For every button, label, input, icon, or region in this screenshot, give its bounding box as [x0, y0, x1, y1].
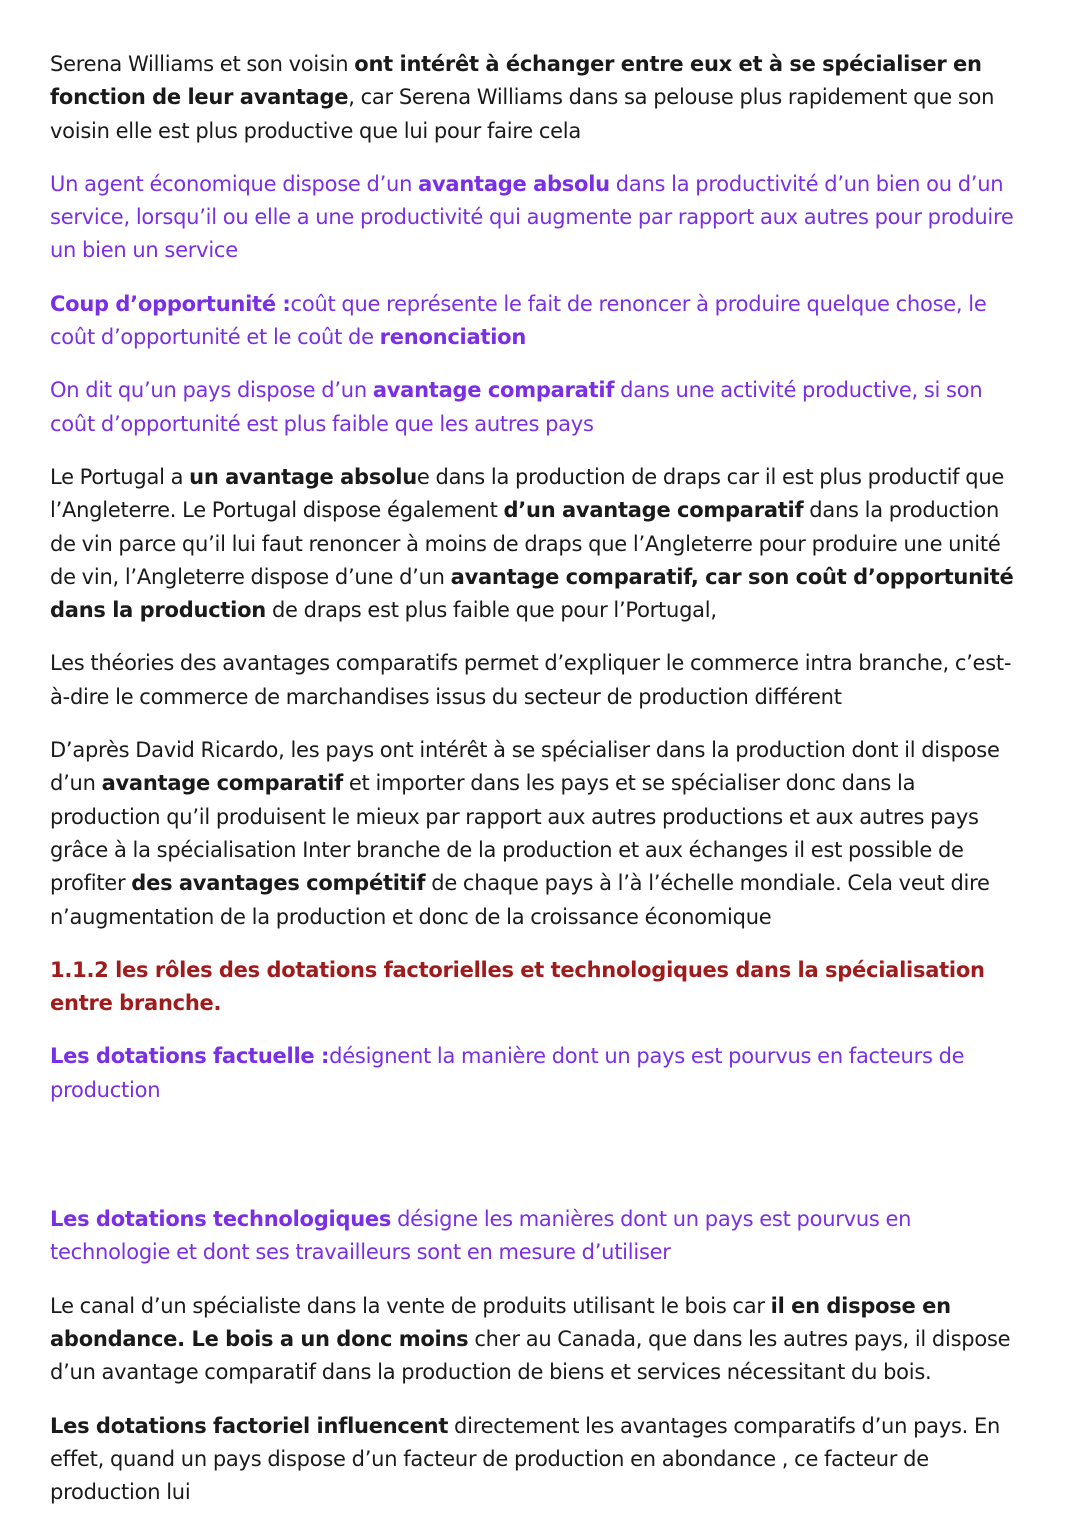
- definition-avantage-comparatif: [50, 374, 1030, 441]
- bold-text-segment: Les dotations technologiques: [50, 1207, 392, 1232]
- text-segment: Le canal d’un spécialiste dans la vente de produits utilisant le bois car: [50, 1293, 771, 1318]
- bold-text-segment: Les dotations factuelle :: [50, 1044, 330, 1069]
- text-segment: Le Portugal a: [50, 464, 190, 489]
- text-segment: Un agent économique dispose d’un: [50, 171, 419, 196]
- bold-text-segment: avantage comparatif: [372, 378, 615, 403]
- text-segment: directement les avantages comparatifs d’un pays. En effet, quand un pays dispose d’un facteur de production en abondance , ce facteur de production lui: [50, 1413, 1001, 1505]
- text-segment: désignent la manière dont un pays est pourvus en facteurs de production: [50, 1044, 965, 1102]
- text-segment: , car Serena Williams dans sa pelouse plus rapidement que son voisin elle est plus productive que lui pour faire cela: [50, 85, 995, 143]
- definition-avantage-absolu: [50, 168, 1030, 268]
- bold-text-segment: un avantage absolu: [189, 464, 417, 489]
- text-segment: On dit qu’un pays dispose d’un: [50, 378, 373, 403]
- bold-text-segment: ont intérêt à échanger entre eux et à se spécialiser en fonction de leur avantage: [50, 52, 982, 110]
- definition-cout-opportunite: [50, 288, 1030, 355]
- section-heading: [50, 954, 1030, 1021]
- text-segment: Serena Williams et son voisin: [50, 52, 355, 76]
- bold-text-segment: renonciation: [379, 325, 527, 350]
- bold-text-segment: avantage absolu: [418, 171, 610, 196]
- text-segment: Les théories des avantages comparatifs permet d’expliquer le commerce intra branche, c’est-à-dire le commerce de marchandises issus du secteur de production différent: [50, 651, 1012, 709]
- paragraph-david-ricardo: [50, 734, 1030, 934]
- blank-gap: [50, 1127, 1030, 1203]
- text-segment: dans une activité productive, si son coût d’opportunité est plus faible que les autres pays: [50, 378, 983, 436]
- text-segment: désigne les manières dont un pays est pourvus en technologie et dont ses travailleurs sont en mesure d’utiliser: [50, 1207, 912, 1265]
- text-segment: cher au Canada, que dans les autres pays, il dispose d’un avantage comparatif dans la production de biens et services nécessitant du bois.: [50, 1326, 1011, 1385]
- bold-text-segment: Coup d’opportunité :: [50, 291, 291, 316]
- bold-text-segment: d’un avantage comparatif: [503, 498, 804, 523]
- bold-text-segment: il en dispose en abondance. Le bois a un donc moins: [50, 1293, 951, 1351]
- text-segment: D’après David Ricardo, les pays ont intérêt à se spécialiser dans la production dont il dispose d’un: [50, 738, 1000, 796]
- bold-text-segment: des avantages compétitif: [131, 871, 426, 896]
- text-segment: et importer dans les pays et se spécialiser donc dans la production qu’il produisent le mieux par rapport aux autres productions et aux autres pays grâce à la spécialisation Inter branche de la production et aux échanges il est possible de profiter: [50, 771, 979, 896]
- bold-text-segment: Les dotations factoriel influencent: [50, 1413, 449, 1438]
- text-segment: dans la productivité d’un bien ou d’un service, lorsqu’il ou elle a une productivité qui augmente par rapport aux autres pour produire un bien un service: [50, 171, 1014, 263]
- text-segment: de chaque pays à l’à l’échelle mondiale. Cela veut dire n’augmentation de la production et donc de la croissance économique: [50, 871, 990, 929]
- heading-text: 1.1.2 les rôles des dotations factorielles et technologiques dans la spécialisation entre branche.: [50, 957, 985, 1016]
- text-segment: coût que représente le fait de renoncer à produire quelque chose, le coût d’opportunité et le coût de: [50, 291, 987, 350]
- text-segment: dans la production de vin parce qu’il lui faut renoncer à moins de draps que l’Angleterre pour produire une unité de vin, l’Angleterre dispose d’une d’un: [50, 498, 1001, 589]
- definition-dotations-factuelle: [50, 1040, 1030, 1107]
- paragraph-dotations-factoriel: [50, 1410, 1030, 1510]
- paragraph-canada-bois: [50, 1290, 1030, 1390]
- text-segment: e dans la production de draps car il est plus productif que l’Angleterre. Le Portugal dispose également: [50, 464, 1005, 523]
- definition-dotations-technologiques: [50, 1203, 1030, 1270]
- text-segment: de draps est plus faible que pour l’Portugal,: [266, 598, 717, 623]
- bold-text-segment: avantage comparatif: [101, 771, 343, 796]
- bold-text-segment: avantage comparatif, car son coût d’opportunité dans la production: [50, 564, 1014, 623]
- paragraph-serena-williams: [50, 48, 1030, 148]
- paragraph-portugal-angleterre: [50, 461, 1030, 627]
- paragraph-theories-avantages: [50, 647, 1030, 714]
